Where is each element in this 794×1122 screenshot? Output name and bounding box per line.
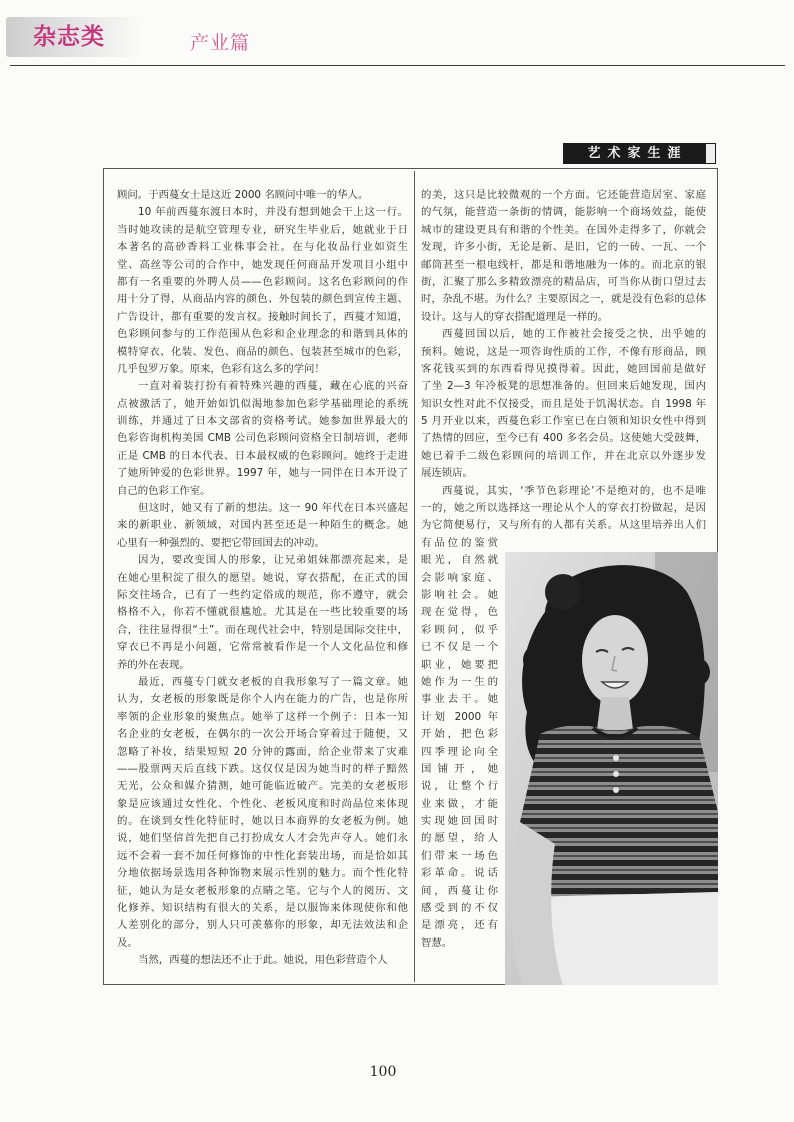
text-line: 训练，并通过了日本文部省的资格考试。她参加世界最大的 [117,415,408,428]
text-line: 她已着手二级色彩顾问的培训工作，并在北京以外逐步发 [421,449,706,462]
text-line: 心里有一种强烈的、要把它带回国去的冲动。 [117,536,325,549]
text-line: 在她心里积淀了很久的愿望。她说，穿衣搭配，在正式的国 [117,571,408,584]
text-line: 本著名的高砂香料工业株事会社。在与化妆品行业如资生 [117,241,408,254]
text-line: 际交往场合，已有了一些约定俗成的规范，你不遵守，就会 [117,588,408,601]
text-line: 彩顾问，似乎 [421,623,498,636]
paragraph [117,378,408,500]
text-line: 国铺开，她 [421,762,498,775]
text-line: 象是应该通过女性化、个性化、老板风度和时尚品位来体现 [117,797,408,810]
text-line: 名企业的女老板，在偶尔的一次公开场合穿着过于随便，又 [117,728,408,741]
text-line: 5 月开业以来，西蔓色彩工作室已在白领和知识女性中得到 [421,415,706,428]
text-line: 堂、高丝等公司的合作中，她发现任何商品开发项目小组中 [117,258,408,271]
text-line: 穿衣已不再是小问题，它常常被看作是一个人文化品位和修 [117,641,408,654]
text-line: 已不仅是一个 [421,641,498,654]
paragraph [421,187,706,326]
photo-neck [597,697,633,730]
text-line: 及。 [117,936,138,949]
text-line: 为它简便易行，又与所有的人都有关系。从这里培养出人们 [421,519,706,532]
text-line: 忽略了补妆，结果短短 20 分钟的露面，给企业带来了灾难 [117,745,408,758]
text-line: 她作为一生的 [421,675,498,688]
text-line: 认为，女老板的形象既是你个人内在能力的广告，也是你所 [117,693,408,706]
text-line: 眼光，自然就 [421,554,498,567]
text-line: 说，让整个行 [421,780,498,793]
photo-hair-curl [523,644,555,676]
text-line: 的气氛，能营造一条街的情调，能影响一个商场效益，能使 [421,206,706,219]
text-line: 分地依据场景选用各种饰物来展示性别的魅力。而个性化特 [117,867,408,880]
text-line: 率领的企业形象的聚焦点。她举了这样一个例子：日本一知 [117,710,408,723]
text-line: 发现，许多小街，无论是新、是旧，它的一砖、一瓦、一个 [421,241,706,254]
text-line: 了她所钟爱的色彩世界。1997 年，她与一同伴在日本开设了 [117,467,408,480]
text-line: 化修养、知识结构有很大的关系，是以服饰来体现使你和他 [117,902,408,915]
text-line: 的愿望，给人 [421,832,498,845]
text-line: 因为，要改变国人的形象，让兄弟姐妹都漂亮起来，是 [138,554,408,567]
text-line: 但这时，她又有了新的想法。这一 90 年代在日本兴盛起 [138,502,408,515]
subsection-title: 产业篇 [190,32,251,54]
portrait-photo [505,552,718,985]
page-number: 100 [369,1064,397,1080]
text-line: 一直对着装打扮有着特殊兴趣的西蔓，藏在心底的兴奋 [138,380,408,393]
text-line: 征，她认为是女老板形象的点睛之笔。它与个人的阅历、文 [117,884,408,897]
photo-hair-curl [545,574,581,610]
text-line: 设计。这与人的穿衣搭配道理是一样的。 [421,310,609,323]
text-line: 一的，她之所以选择这一理论从个人的穿衣打扮做起，是因 [421,502,706,515]
text-line: 的。在谈到女性化特征时，她以日本商界的女老板为例。她 [117,815,408,828]
text-line: 格格不入，你若不懂就很尴尬。尤其是在一些比较重要的场 [117,606,408,619]
paragraph [117,674,408,952]
text-line: 当然，西蔓的想法还不止于此。她说，用色彩营造个人 [138,954,388,967]
text-line: 们带来一场色 [421,849,498,862]
text-line: 计划 2000 年 [421,710,498,723]
text-line: 10 年前西蔓东渡日本时，并没有想到她会干上这一行。 [138,206,408,219]
photo-hair-curl [680,657,710,687]
text-line: 正是 CMB 的日本代表、日本最权威的色彩顾问。她终于走进 [117,449,408,462]
paragraph [117,500,408,552]
text-line: 人差别化的部分，别人只可羡慕你的形象，却无法效法和企 [117,919,408,932]
paragraph [117,187,408,204]
text-line: 展连锁店。 [421,467,473,480]
text-line: 影响社会。她 [421,588,498,601]
text-line: 无光，公众和媒介猜测，她可能临近破产。完美的女老板形 [117,780,408,793]
column-banner: 艺术家生涯 [563,143,705,164]
column-divider [414,171,415,982]
text-line: 时，杂乱不堪。为什么？主要原因之一，就是没有色彩的总体 [421,293,706,306]
photo-button [613,787,619,793]
section-title: 杂志类 [33,24,105,50]
text-line: 开始，把色彩 [421,728,498,741]
text-line: 用十分了得，从商品内容的颜色、外包装的颜色到宣传主题、 [117,293,408,306]
text-line: 邮筒甚至一根电线杆，都是和谐地融为一体的。而北京的银 [421,258,706,271]
text-line: 职业，她要把 [421,658,498,671]
text-line: 四季理论向全 [421,745,498,758]
text-line: 点被激活了，她开始如饥似渴地参加色彩学基础理论的系统 [117,397,408,410]
text-line: 几乎包罗万象。原来，色彩有这么多的学问！ [117,362,325,375]
text-line: 彩革命。说话 [421,867,498,880]
text-line: 事业去干。她 [421,693,498,706]
text-line: 现在觉得，色 [421,606,498,619]
photo-button [613,771,619,777]
text-line: 业来做，才能 [421,797,498,810]
text-line: 了热情的回应，至今已有 400 多名会员。这使她大受鼓舞， [421,432,706,445]
photo-button [613,755,619,761]
text-line: 间，西蔓让你 [421,884,498,897]
text-line: 广告设计，都有重要的发言权。接触时间长了，西蔓才知道， [117,310,408,323]
text-line: 智慧。 [421,936,453,949]
text-line: 会影响家庭、 [421,571,498,584]
text-line: 感受到的不仅 [421,902,498,915]
article-left-column [117,187,408,970]
text-line: 当时她攻读的是航空管理专业，研究生毕业后，她就业于日 [117,223,408,236]
header-rule [10,65,785,66]
text-line: 最近，西蔓专门就女老板的自我形象写了一篇文章。她 [138,675,408,688]
text-line: 都有一名重要的外聘人员——色彩顾问。这名色彩顾问的作 [117,275,408,288]
text-line: 模特穿衣、化装、发色、商品的颜色、包装甚至城市的色彩， [117,345,408,358]
text-line: 客花钱买到的东西看得见摸得着。因此，她回国前是做好 [421,362,706,375]
text-line: 实现她回国时 [421,815,498,828]
paragraph [117,204,408,378]
text-line: 城市的建设更具有和谐的个性美。在国外走得多了，你就会 [421,223,706,236]
banner-end-cap [705,143,716,164]
text-line: 远不会着一套不加任何修饰的中性化套装出场，而是恰如其 [117,849,408,862]
paragraph [421,326,706,483]
text-line: 西蔓说，其实，‘季节色彩理论’不是绝对的，也不是唯 [442,484,706,497]
text-line: 来的新职业、新领域，对国内甚至还是一种陌生的概念。她 [117,519,408,532]
paragraph [117,952,408,969]
text-line: ——股票两天后直线下跌。这仅仅是因为她当时的样子黯然 [117,762,408,775]
text-line: 街，汇聚了那么多精致漂亮的精品店，可当你从街口望过去 [421,275,706,288]
text-line: 合，往往显得很“土”。而在现代社会中，特别是国际交往中， [117,623,408,636]
text-line: 色彩咨询机构美国 CMB 公司色彩顾问资格全日制培训，老师 [117,432,408,445]
text-line: 养的外在表现。 [117,658,190,671]
text-line: 色彩顾问参与的工作范围从色彩和企业理念的和谐到具体的 [117,328,408,341]
paragraph [117,552,408,674]
text-line: 西蔓回国以后，她的工作被社会接受之快，出乎她的 [442,328,706,341]
photo-face [582,615,648,705]
text-line: 顾问。于西蔓女士是这近 2000 名顾问中唯一的华人。 [117,189,369,201]
text-line: 自己的色彩工作室。 [117,484,211,497]
text-line: 说，她们坚信首先把自己打扮成女人才会先声夺人。她们永 [117,832,408,845]
text-line: 了坐 2—3 年冷板凳的思想准备的。但回来后她发现，国内 [421,380,706,393]
text-line: 的美，这只是比较微观的一个方面。它还能营造居室、家庭 [421,189,706,201]
portrait-photo-graphic [505,552,718,985]
text-line: 预料。她说，这是一项咨询性质的工作，不像有形商品，顾 [421,345,706,358]
text-line: 有品位的鉴赏 [421,536,498,549]
text-line: 是漂亮，还有 [421,919,498,932]
text-line: 知识女性对此不仅接受，而且是处于饥渴状态。自 1998 年 [421,397,706,410]
